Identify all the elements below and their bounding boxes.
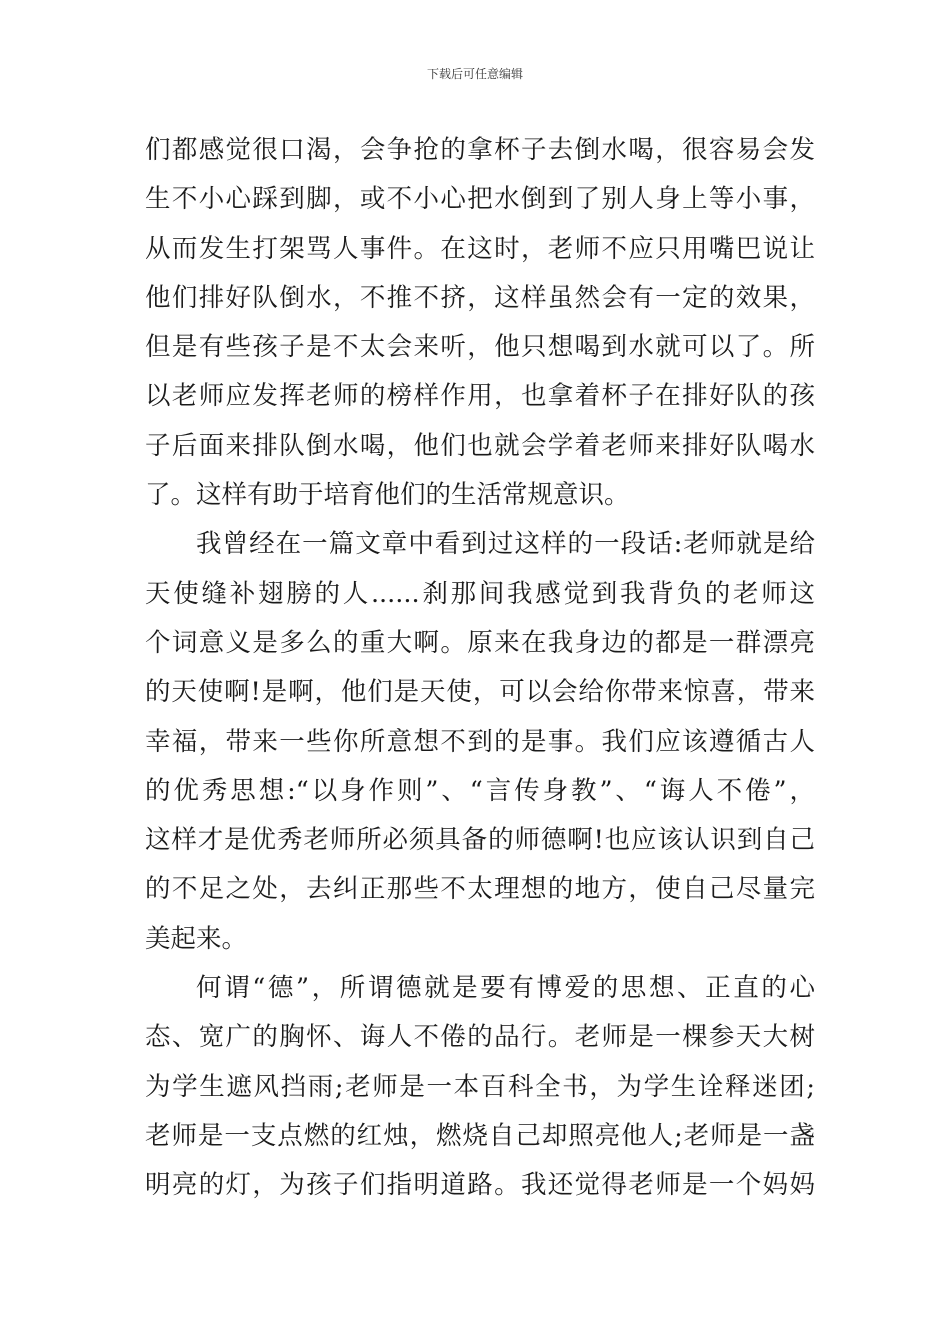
text-line: 的优秀思想:“以身作则”、“言传身教”、“诲人不倦”， [145, 775, 815, 806]
text-line: 以老师应发挥老师的榜样作用，也拿着杯子在排好队的孩 [145, 381, 815, 412]
text-line: 天使缝补翅膀的人......刹那间我感觉到我背负的老师这 [145, 578, 815, 609]
text-line: 何谓“德”，所谓德就是要有博爱的思想、正直的心 [196, 973, 815, 1004]
paragraph [145, 126, 815, 520]
text-line: 他们排好队倒水，不推不挤，这样虽然会有一定的效果， [145, 282, 815, 313]
text-line: 们都感觉很口渴，会争抢的拿杯子去倒水喝，很容易会发 [145, 135, 815, 165]
text-line: 子后面来排队倒水喝，他们也就会学着老师来排好队喝水 [145, 430, 815, 461]
text-line: 的天使啊!是啊，他们是天使，可以会给你带来惊喜，带来 [145, 677, 815, 708]
page-header: 下载后可任意编辑 [426, 67, 523, 81]
document-body [145, 126, 815, 1211]
text-line: 我曾经在一篇文章中看到过这样的一段话:老师就是给 [196, 529, 815, 560]
text-line: 明亮的灯，为孩子们指明道路。我还觉得老师是一个妈妈 [145, 1170, 815, 1201]
text-line: 生不小心踩到脚，或不小心把水倒到了别人身上等小事， [145, 184, 815, 215]
text-line: 老师是一支点燃的红烛，燃烧自己却照亮他人;老师是一盏 [145, 1120, 815, 1151]
text-line: 幸福，带来一些你所意想不到的是事。我们应该遵循古人 [145, 726, 815, 757]
text-line: 个词意义是多么的重大啊。原来在我身边的都是一群漂亮 [145, 627, 815, 658]
text-line: 了。这样有助于培育他们的生活常规意识。 [145, 480, 630, 511]
text-line: 但是有些孩子是不太会来听，他只想喝到水就可以了。所 [145, 332, 815, 363]
text-line: 美起来。 [145, 923, 248, 954]
text-line: 为学生遮风挡雨;老师是一本百科全书，为学生诠释迷团; [145, 1071, 815, 1102]
text-line: 从而发生打架骂人事件。在这时，老师不应只用嘴巴说让 [145, 233, 815, 264]
paragraph [145, 520, 815, 964]
text-line: 态、宽广的胸怀、诲人不倦的品行。老师是一棵参天大树 [145, 1022, 815, 1053]
text-line: 这样才是优秀老师所必须具备的师德啊!也应该认识到自己 [145, 825, 815, 856]
paragraph [145, 964, 815, 1210]
text-line: 的不足之处，去纠正那些不太理想的地方，使自己尽量完 [145, 874, 815, 905]
